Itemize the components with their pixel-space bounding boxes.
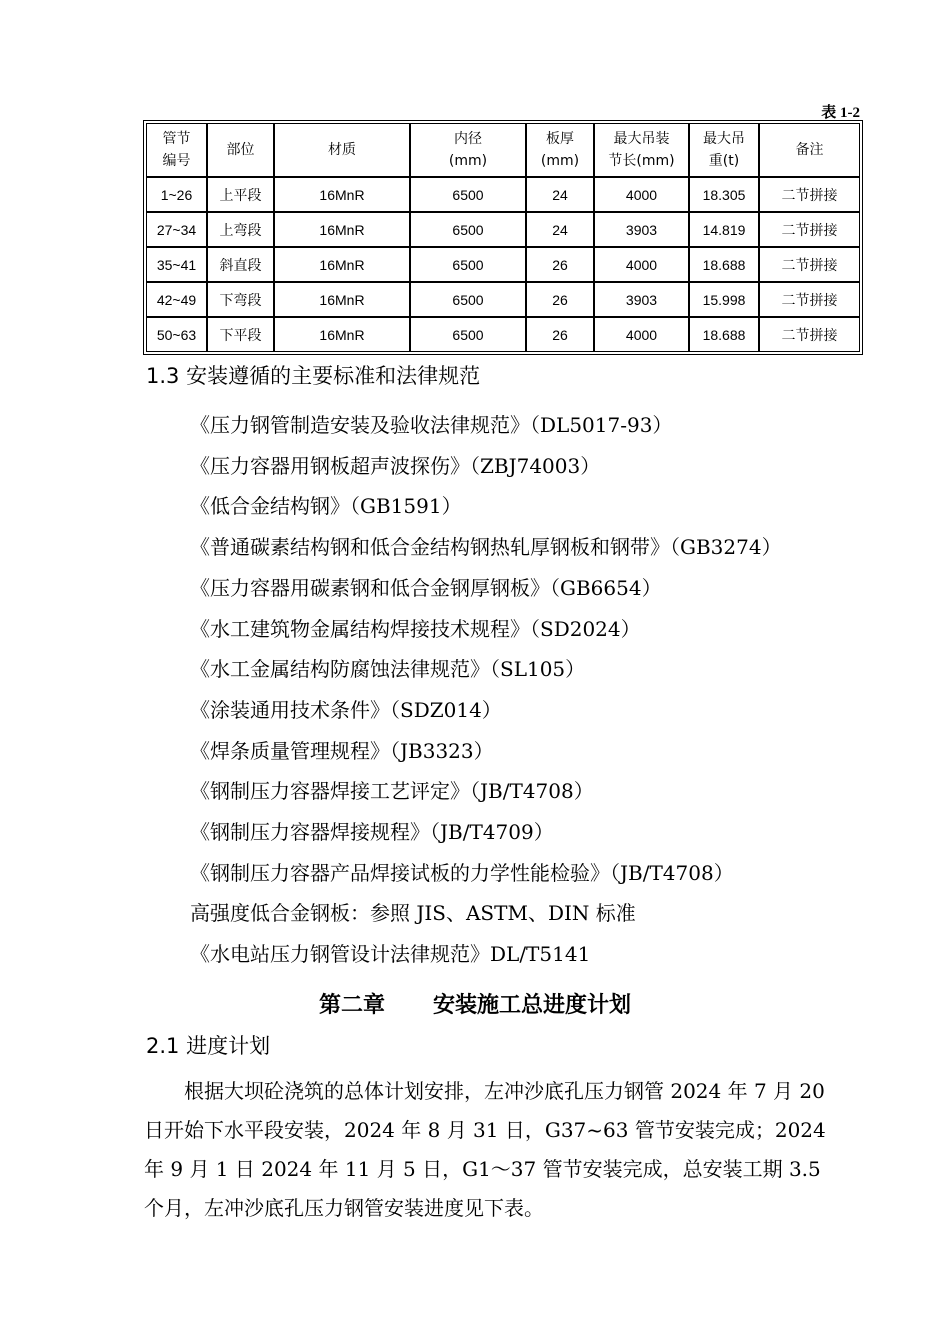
table-cell: 6500 — [410, 247, 526, 282]
table-row — [146, 177, 860, 212]
table-cell: 二节拼接 — [759, 247, 860, 282]
header-text-line: 最大吊 — [703, 131, 745, 147]
header-text-line: 内径 — [454, 131, 482, 147]
header-text-line: 材质 — [328, 142, 356, 158]
table-cell: 二节拼接 — [759, 177, 860, 212]
standard-item: 《钢制压力容器焊接规程》（JB/T4709） — [190, 820, 554, 845]
table-cell: 6500 — [410, 317, 526, 352]
table-cell: 4000 — [594, 247, 689, 282]
section-heading-1-3: 1.3 安装遵循的主要标准和法律规范 — [146, 364, 481, 388]
standard-item: 《焊条质量管理规程》（JB3323） — [190, 738, 494, 763]
table-cell: 斜直段 — [207, 247, 274, 282]
table-row — [146, 282, 860, 317]
table-cell: 3903 — [594, 212, 689, 247]
header-text-line: 重(t) — [708, 153, 740, 169]
table-header-row — [146, 123, 860, 177]
standard-item: 《水工建筑物金属结构焊接技术规程》（SD2024） — [190, 616, 641, 641]
table-cell: 50~63 — [146, 317, 207, 352]
header-text-line: 备注 — [795, 142, 824, 158]
table-cell: 24 — [526, 177, 594, 212]
table-cell: 上平段 — [207, 177, 274, 212]
table-cell: 6500 — [410, 212, 526, 247]
standard-item: 《涂装通用技术条件》（SDZ014） — [190, 697, 502, 722]
table-cell: 下平段 — [207, 317, 274, 352]
table-cell: 3903 — [594, 282, 689, 317]
chapter-number: 第二章 — [318, 992, 385, 1018]
standard-item: 《压力容器用钢板超声波探伤》（ZBJ74003） — [190, 453, 601, 478]
header-text-line: (mm) — [448, 153, 488, 169]
table-cell: 35~41 — [146, 247, 207, 282]
standard-item: 《普通碳素结构钢和低合金结构钢热轧厚钢板和钢带》（GB3274） — [190, 535, 782, 560]
table-row — [146, 212, 860, 247]
standard-item: 《低合金结构钢》（GB1591） — [190, 494, 462, 519]
table-header-cell — [759, 123, 860, 177]
table-cell: 16MnR — [274, 177, 410, 212]
table-cell: 下弯段 — [207, 282, 274, 317]
table-cell: 18.305 — [689, 177, 759, 212]
table-cell: 42~49 — [146, 282, 207, 317]
chapter-name: 安装施工总进度计划 — [433, 992, 632, 1018]
table-cell: 16MnR — [274, 212, 410, 247]
table-cell: 14.819 — [689, 212, 759, 247]
table-row — [146, 247, 860, 282]
table-cell: 15.998 — [689, 282, 759, 317]
header-text-line: (mm) — [540, 153, 580, 169]
standard-item: 《水电站压力钢管设计法律规范》DL/T5141 — [190, 942, 591, 967]
section-heading-2-1: 2.1 进度计划 — [146, 1034, 271, 1058]
header-text-line: 管节 — [162, 131, 191, 147]
table-cell: 16MnR — [274, 317, 410, 352]
table-header-cell — [526, 123, 594, 177]
table-header-cell — [207, 123, 274, 177]
table-cell: 26 — [526, 317, 594, 352]
table-cell: 4000 — [594, 317, 689, 352]
pipe-spec-table — [146, 123, 860, 352]
table-cell: 16MnR — [274, 282, 410, 317]
table-header-cell — [274, 123, 410, 177]
chapter-title — [0, 988, 950, 1019]
table-cell: 6500 — [410, 177, 526, 212]
table-cell: 二节拼接 — [759, 317, 860, 352]
standard-item: 高强度低合金钢板：参照 JIS、ASTM、DIN 标准 — [190, 901, 636, 926]
table-cell: 二节拼接 — [759, 282, 860, 317]
table-cell: 1~26 — [146, 177, 207, 212]
standard-item: 《压力容器用碳素钢和低合金钢厚钢板》（GB6654） — [190, 575, 662, 600]
table-cell: 26 — [526, 247, 594, 282]
table-body — [146, 177, 860, 352]
table-cell: 24 — [526, 212, 594, 247]
table-cell: 18.688 — [689, 247, 759, 282]
standard-item: 《钢制压力容器产品焊接试板的力学性能检验》（JB/T4708） — [190, 860, 734, 885]
table-header-cell — [410, 123, 526, 177]
standards-list — [190, 405, 782, 975]
standard-item: 《压力钢管制造安装及验收法律规范》（DL5017-93） — [190, 413, 673, 437]
table-header-cell — [146, 123, 207, 177]
table-cell: 18.688 — [689, 317, 759, 352]
header-text-line: 最大吊装 — [613, 131, 670, 147]
table-header-cell — [689, 123, 759, 177]
table-cell: 6500 — [410, 282, 526, 317]
table-cell: 27~34 — [146, 212, 207, 247]
header-text-line: 部位 — [226, 142, 255, 158]
table-row — [146, 317, 860, 352]
table-cell: 16MnR — [274, 247, 410, 282]
header-text-line: 板厚 — [546, 131, 574, 147]
schedule-paragraph: 根据大坝砼浇筑的总体计划安排，左冲沙底孔压力钢管 2024 年 7 月 20 日开始下水平段安装，2024 年 8 月 31 日，G37~63 管节安装完成；2024 年 9 月 1 日 2024 年 11 月 5 日，G1～37 管节安装完成，总安装工期 3.5 个月，左冲沙底孔压力钢管安装进度见下表。 — [144, 1079, 826, 1220]
standard-item: 《钢制压力容器焊接工艺评定》（JB/T4708） — [190, 779, 594, 804]
table-cell: 4000 — [594, 177, 689, 212]
table-cell: 上弯段 — [207, 212, 274, 247]
pipe-spec-table-frame — [143, 120, 863, 355]
table-cell: 26 — [526, 282, 594, 317]
header-text-line: 节长(mm) — [608, 153, 675, 169]
header-text-line: 编号 — [162, 153, 191, 169]
standard-item: 《水工金属结构防腐蚀法律规范》（SL105） — [190, 657, 586, 682]
table-cell: 二节拼接 — [759, 212, 860, 247]
table-header-cell — [594, 123, 689, 177]
table-caption: 表 1-2 — [821, 105, 860, 121]
